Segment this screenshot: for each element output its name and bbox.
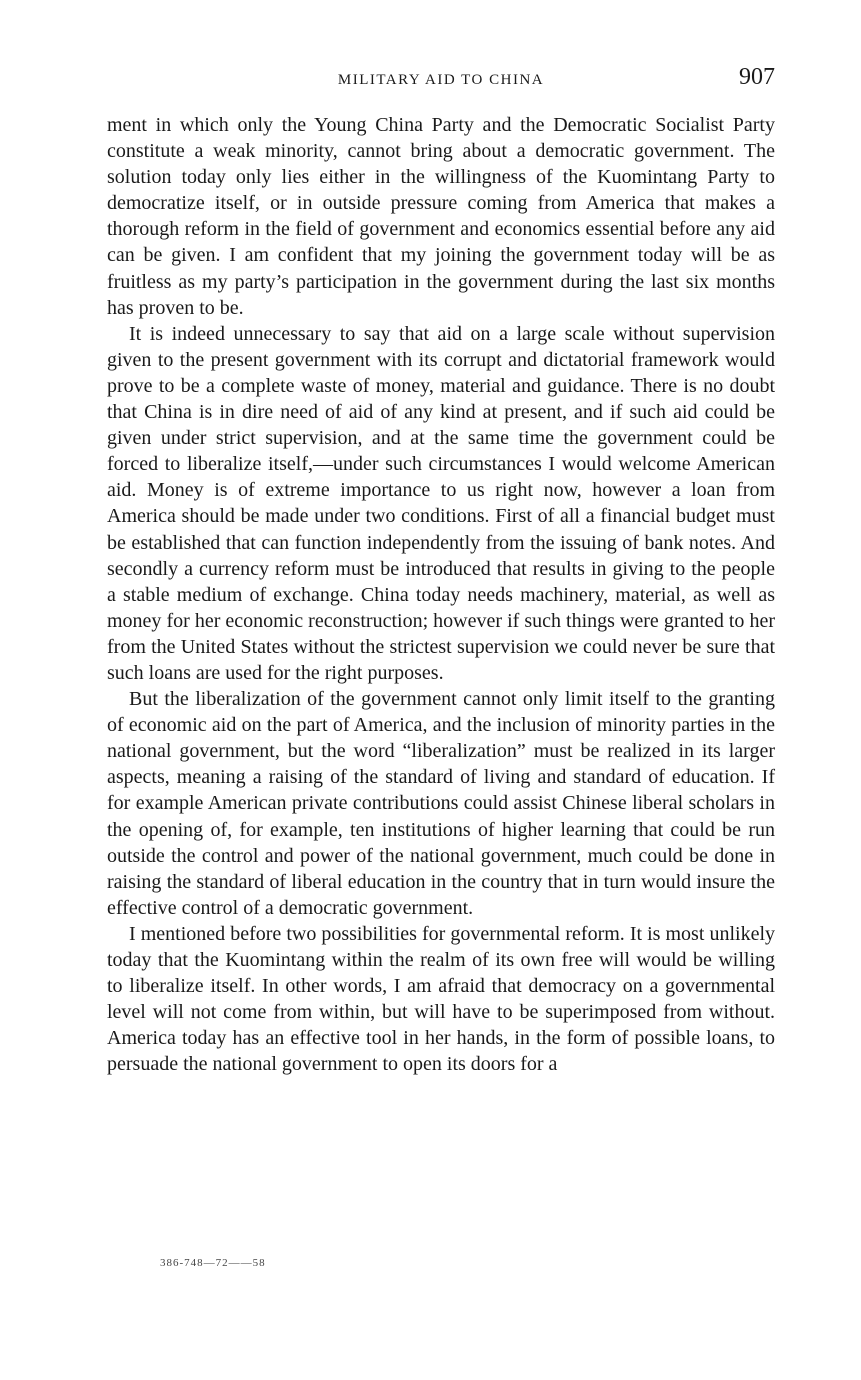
paragraph: I mentioned before two possibilities for governmental reform. It is most unlikely today that the Kuomintang within the realm of its own free will would be willing to liberalize itself. In other words, I am afraid that democracy on a governmental level will not come from within, but will have to be superimposed from without. America today has an effective tool in her hands, in the form of possible loans, to persuade the national government to open its doors for a — [107, 922, 775, 1076]
paragraph: It is indeed unnecessary to say that aid on a large scale without supervision given to the present government with its corrupt and dictatorial framework would prove to be a complete waste of money, material and guidance. There is no doubt that China is in dire need of aid of any kind at present, and if such aid could be given under strict supervision, and at the same time the government could be forced to liberalize itself,—under such circumstances I would welcome American aid. Money is of extreme importance to us right now, however a loan from America should be made under two conditions. First of all a financial budget must be established that can function independently from the issuing of bank notes. And secondly a currency reform must be introduced that results in giving to the people a stable medium of exchange. China today needs machinery, material, as well as money for her economic reconstruction; however if such things were granted to her from the United States without the strictest supervision we could never be sure that such loans are used for the right purposes. — [107, 322, 775, 684]
paragraph-continued: ment in which only the Young China Party and the Democratic Socialist Party constitute a weak minority, cannot bring about a democratic government. The solution today only lies either in the willingness of the Kuomintang Party to democratize itself, or in outside pressure coming from America that makes a thorough reform in the field of government and economics essential before any aid can be given. I am confident that my joining the government today will be as fruitless as my party’s participation in the government during the last six months has proven to be. — [107, 114, 775, 319]
printer-signature: 386-748—72——58 — [160, 1257, 266, 1269]
body-text — [107, 112, 775, 1077]
running-head — [107, 64, 775, 98]
page-number: 907 — [739, 64, 775, 90]
running-title: MILITARY AID TO CHINA — [337, 72, 545, 88]
document-page — [107, 64, 775, 1077]
paragraph: But the liberalization of the government cannot only limit itself to the granting of economic aid on the part of America, and the inclusion of minority parties in the national government, but the word “liberalization” must be realized in its larger aspects, meaning a raising of the standard of living and standard of education. If for example American private contributions could assist Chinese liberal scholars in the opening of, for example, ten institutions of higher learning that could be run outside the control and power of the national government, much could be done in raising the standard of liberal education in the country that in turn would insure the effective control of a democratic government. — [107, 688, 775, 919]
